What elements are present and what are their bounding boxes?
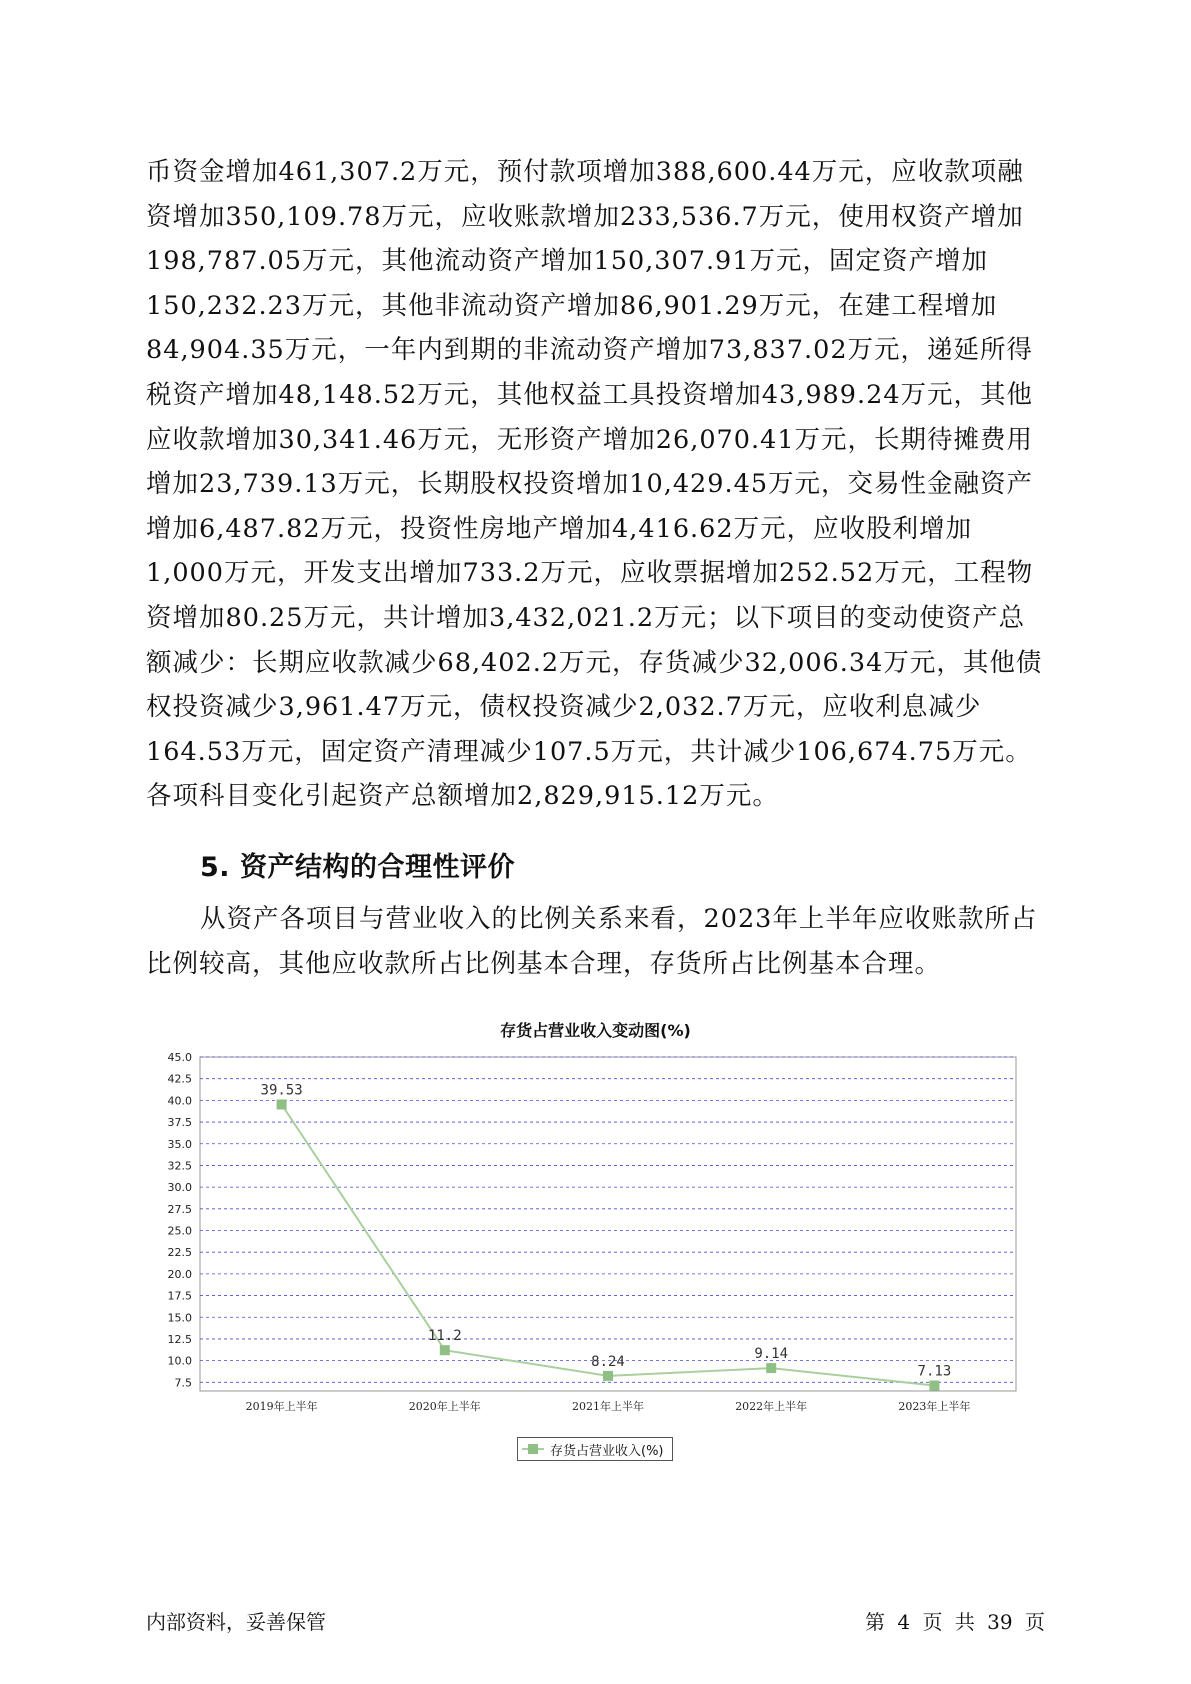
y-tick-label: 37.5 [167, 1116, 192, 1130]
data-point [766, 1363, 776, 1373]
legend-label: 存货占营业收入(%) [550, 1443, 664, 1459]
chart-legend [517, 1437, 673, 1461]
data-label: 7.13 [917, 1363, 952, 1380]
x-tick-label: 2021年上半年 [572, 1400, 644, 1413]
legend-marker-icon [522, 1444, 544, 1454]
y-tick-label: 45.0 [167, 1051, 192, 1064]
x-tick-label: 2020年上半年 [408, 1400, 481, 1413]
y-tick-label: 25.0 [167, 1224, 192, 1238]
data-label: 8.24 [591, 1353, 625, 1370]
y-tick-label: 15.0 [167, 1311, 192, 1325]
x-tick-label: 2022年上半年 [735, 1400, 808, 1413]
y-tick-label: 17.5 [167, 1289, 192, 1303]
data-label: 11.2 [427, 1328, 462, 1345]
y-tick-label: 35.0 [167, 1137, 192, 1151]
x-tick-label: 2019年上半年 [245, 1400, 318, 1413]
y-tick-label: 22.5 [167, 1246, 192, 1260]
data-point [603, 1371, 613, 1381]
y-tick-label: 10.0 [167, 1354, 192, 1368]
inventory-ratio-chart [0, 1040, 1191, 1420]
chart-title: 存货占营业收入变动图(%) [500, 1021, 691, 1040]
paragraph-asset-changes: 币资金增加461,307.2万元，预付款项增加388,600.44万元，应收款项融资增加350,109.78万元，应收账款增加233,536.7万元，使用权资产增加198,787.05万元，其他流动资产增加150,307.91万元，固定资产增加150,232.23万元，其他非流动资产增加86,901.29万元，在建工程增加84,904.35万元，一年内到期的非流动资产增加73,837.02万元，递延所得税资产增加48,148.52万元，其他权益工具投资增加43,989.24万元，其他应收款增加30,341.46万元，无形资产增加26,070.41万元，长期待摊费用增加23,739.13万元，长期股权投资增加10,429.45万元，交易性金融资产增加6,487.82万元，投资性房地产增加4,416.62万元，应收股利增加1,000万元，开发支出增加733.2万元，应收票据增加252.52万元，工程物资增加80.25万元，共计增加3,432,021.2万元；以下项目的变动使资产总额减少：长期应收款减少68,402.2万元，存货减少32,006.34万元，其他债权投资减少3,961.47万元，债权投资减少2,032.7万元，应收利息减少164.53万元，固定资产清理减少107.5万元，共计减少106,674.75万元。各项科目变化引起资产总额增加2,829,915.12万元。 [146, 157, 1043, 812]
footer-confidential-note: 内部资料，妥善保管 [146, 1610, 326, 1634]
data-label: 39.53 [260, 1082, 303, 1099]
y-tick-label: 42.5 [167, 1072, 192, 1086]
plot-frame [200, 1057, 1016, 1391]
data-point [277, 1099, 287, 1109]
paragraph-structure-evaluation: 从资产各项目与营业收入的比例关系来看，2023年上半年应收账款所占比例较高，其他应收款所占比例基本合理，存货所占比例基本合理。 [146, 904, 1038, 979]
y-tick-label: 30.0 [167, 1181, 192, 1195]
data-point [929, 1381, 939, 1391]
footer-page-number: 第 4 页 共 39 页 [865, 1610, 1045, 1634]
y-tick-label: 32.5 [167, 1159, 192, 1173]
x-tick-label: 2023年上半年 [898, 1400, 971, 1413]
data-point [440, 1345, 450, 1355]
section-heading: 5. 资产结构的合理性评价 [200, 852, 515, 883]
y-tick-label: 40.0 [167, 1094, 192, 1108]
y-tick-label: 27.5 [167, 1202, 192, 1216]
data-label: 9.14 [754, 1346, 789, 1363]
y-tick-label: 7.5 [174, 1376, 192, 1390]
y-tick-label: 12.5 [167, 1332, 192, 1346]
y-tick-label: 20.0 [167, 1267, 192, 1281]
